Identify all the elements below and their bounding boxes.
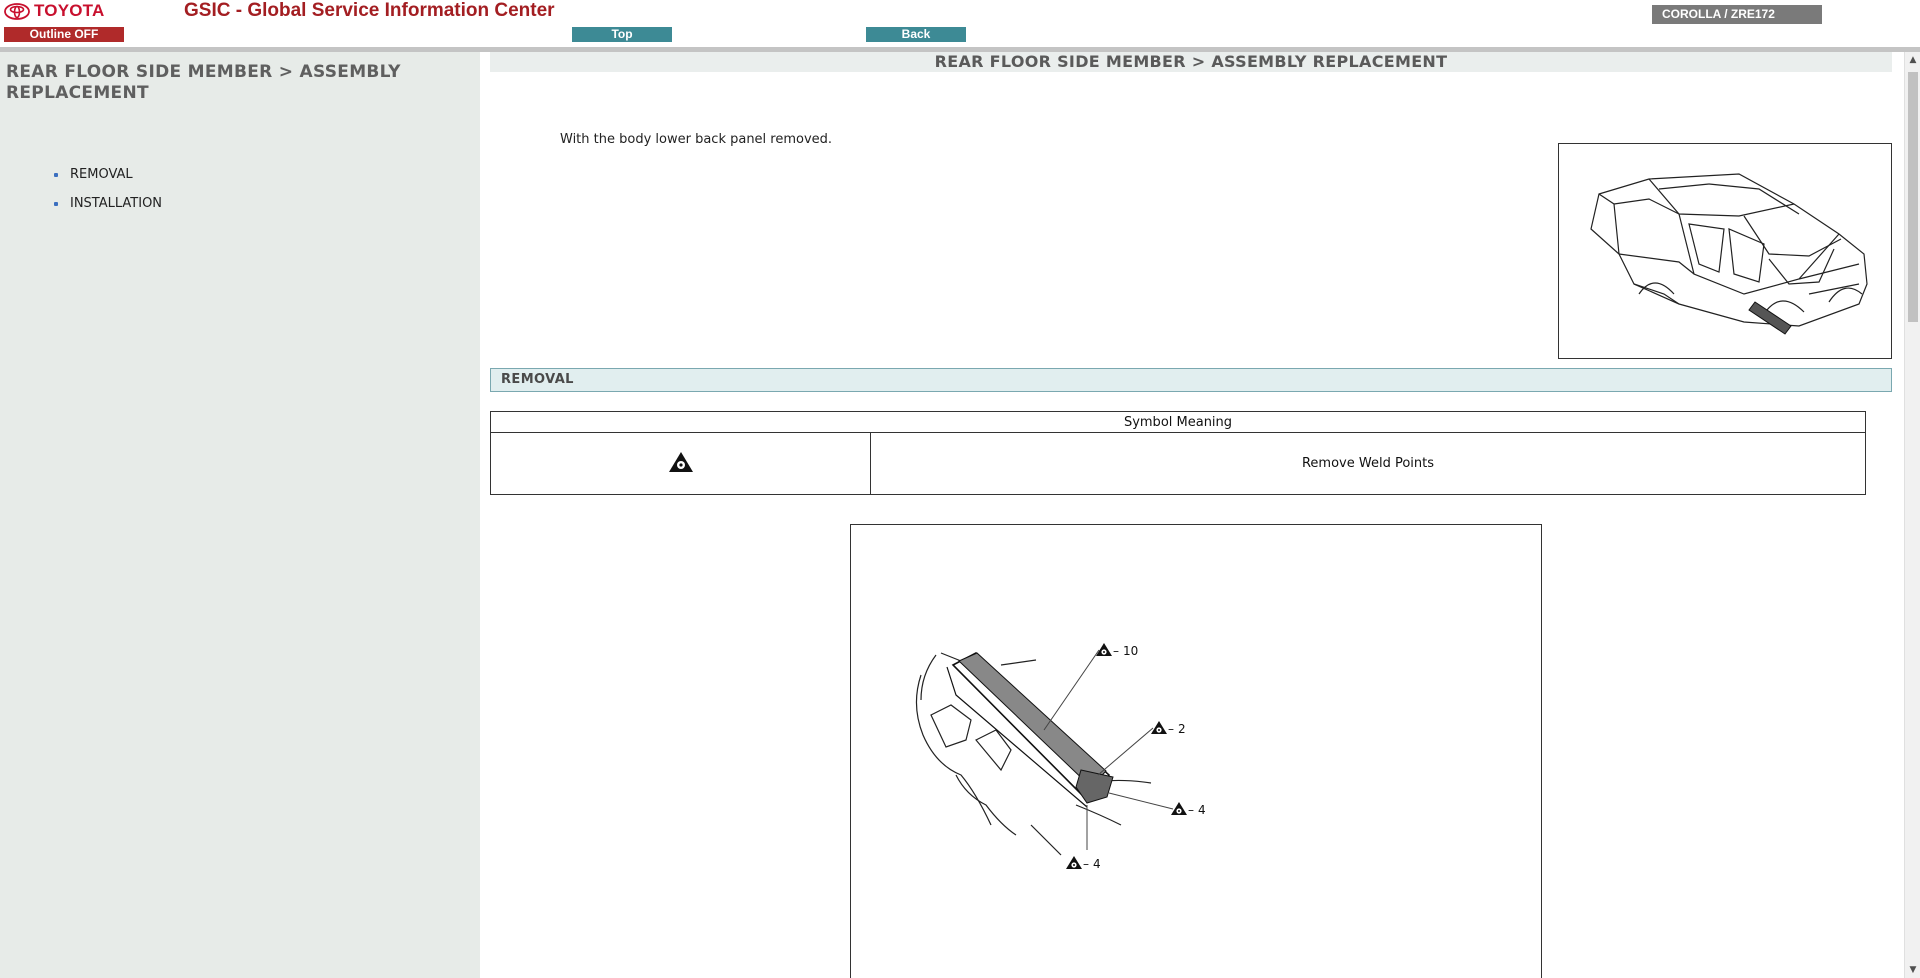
- app-header: [0, 0, 1920, 48]
- removal-section-header: REMOVAL: [490, 368, 1892, 392]
- symbol-table-header: Symbol Meaning: [491, 412, 1866, 433]
- svg-text:–: –: [1188, 803, 1194, 817]
- sidebar: [0, 52, 480, 978]
- weld-label-4b: 4: [1093, 857, 1101, 871]
- sidebar-item-removal[interactable]: [54, 167, 162, 196]
- app-title: GSIC - Global Service Information Center: [184, 0, 555, 21]
- toyota-logo: [4, 1, 104, 21]
- bullet-icon: [54, 173, 58, 177]
- table-row: [491, 433, 1866, 495]
- svg-text:–: –: [1168, 722, 1174, 736]
- scroll-up-icon[interactable]: ▲: [1909, 55, 1917, 65]
- main-scrollbar[interactable]: [1904, 52, 1920, 978]
- weld-points-illustration: [850, 524, 1542, 978]
- top-button[interactable]: Top: [572, 27, 672, 42]
- sidebar-title: REAR FLOOR SIDE MEMBER > ASSEMBLY REPLACEMENT: [6, 62, 401, 103]
- intro-text: With the body lower back panel removed.: [560, 132, 833, 147]
- car-body-drawing: [1559, 144, 1891, 358]
- weld-label-4a: 4: [1198, 803, 1206, 817]
- scrollbar-thumb[interactable]: [1908, 72, 1918, 322]
- page-title: REAR FLOOR SIDE MEMBER > ASSEMBLY REPLACEMENT: [490, 52, 1892, 72]
- toyota-logo-icon: [4, 3, 30, 20]
- brand-name: TOYOTA: [34, 1, 105, 20]
- weld-label-2: 2: [1178, 722, 1186, 736]
- weld-label-10: 10: [1123, 644, 1139, 658]
- sidebar-nav: [54, 167, 162, 225]
- main-content: [480, 52, 1904, 978]
- model-badge: COROLLA / ZRE172: [1652, 5, 1822, 24]
- symbol-table: [490, 411, 1866, 495]
- car-body-illustration: [1558, 143, 1892, 359]
- outline-toggle-button[interactable]: Outline OFF: [4, 27, 124, 42]
- sidebar-item-label: INSTALLATION: [70, 196, 163, 211]
- scroll-down-icon[interactable]: ▼: [1909, 965, 1917, 975]
- back-button[interactable]: Back: [866, 27, 966, 42]
- weld-points-drawing: [851, 525, 1541, 978]
- svg-text:–: –: [1113, 644, 1119, 658]
- symbol-cell: [491, 433, 871, 495]
- bullet-icon: [54, 202, 58, 206]
- sidebar-item-installation[interactable]: [54, 196, 162, 225]
- sidebar-item-label: REMOVAL: [70, 167, 133, 182]
- weld-point-symbol-icon: [668, 451, 694, 473]
- symbol-meaning-cell: Remove Weld Points: [871, 433, 1866, 495]
- svg-text:–: –: [1083, 857, 1089, 871]
